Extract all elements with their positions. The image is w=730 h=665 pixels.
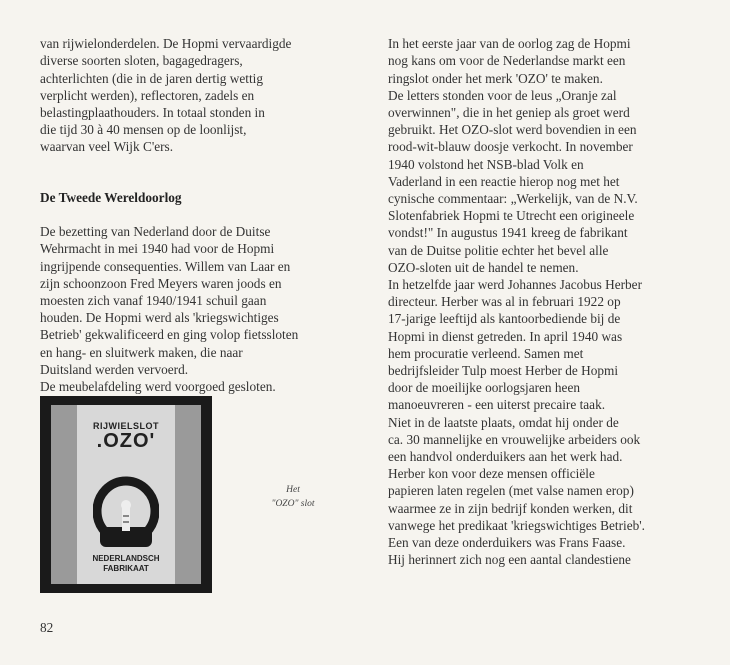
section-heading: De Tweede Wereldoorlog	[40, 189, 182, 205]
ring-lock-icon	[93, 469, 159, 553]
page-number: 82	[40, 620, 54, 635]
right-column-text: In het eerste jaar van de oorlog zag de Hopmi nog kans om voor de Nederlandse markt een ringslot onder het merk 'OZO' te maken. De letters stonden voor de leus „Oranje zal overwinnen", die in het geniep als groet werd gebruikt. Het OZO-slot werd bovendien in een rood-wit-blauw doosje verkocht. In november 1940 volstond het NSB-blad Volk en Vaderland in een reactie hierop nog met het cynische commentaar: „Werkelijk, van de N.V. Slotenfabriek Hopmi te Utrecht een origineele vondst!" In augustus 1941 kreeg de fabrikant van de Duitse politie echter het bevel alle OZO-sloten uit de handel te nemen. In hetzelfde jaar werd Johannes Jacobus Herber directeur. Herber was al in februari 1922 op 17-jarige leeftijd als kantoorbediende bij de Hopmi in dienst getreden. In april 1940 was hem procuratie verleend. Samen met bedrijfsleider Tulp moest Herber de Hopmi door de moeilijke oorlogsjaren heen manoeuvreren - een uiterst precaire taak. Niet in de laatste plaats, omdat hij onder de ca. 30 mannelijke en vrouwelijke arbeiders ook een handvol onderduikers aan het werk had. Herber kon voor deze mensen officiële papieren laten regelen (met valse namen erop) waarmee ze in zijn bedrijf konden werken, dit vanwege het predikaat 'kriegswichtiges Betrieb'. Een van deze onderduikers was Frans Faase. Hij herinnert zich nog een aantal clandestiene	[388, 36, 645, 568]
figure-caption: Het "OZO" slot	[271, 485, 315, 509]
section-body: De bezetting van Nederland door de Duitse Wehrmacht in mei 1940 had voor de Hopmi ingrijpende consequenties. Willem van Laar en zijn schoonzoon Fred Meyers waren joods en moesten zich vanaf 1940/1941 schuil gaan houden. De Hopmi werd als 'kriegswichtiges Betrieb' gekwalificeerd en ging volop fietssloten en hang- en sluitwerk maken, die naar Duitsland werden vervoerd. De meubelafdeling werd voorgoed gesloten.	[40, 224, 299, 395]
intro-paragraph: van rijwielonderdelen. De Hopmi vervaardigde diverse soorten sloten, bagagedragers, achterlichten (die in de jaren dertig wettig verplicht werden), reflectoren, zadels en belastingplaathouders. In totaal stonden in die tijd 30 à 40 mensen op de loonlijst, waarvan veel Wijk C'ers.	[40, 36, 292, 155]
poster-brand-line: RIJWIELSLOT	[93, 421, 159, 431]
poster-footer: NEDERLANDSCH FABRIKAAT	[92, 554, 160, 573]
ozo-lock-photo	[40, 396, 212, 593]
poster-brand-name: .OZO'	[96, 430, 156, 452]
left-column	[40, 18, 350, 412]
right-column	[388, 18, 708, 586]
poster-header	[51, 421, 201, 451]
poster	[51, 405, 201, 584]
